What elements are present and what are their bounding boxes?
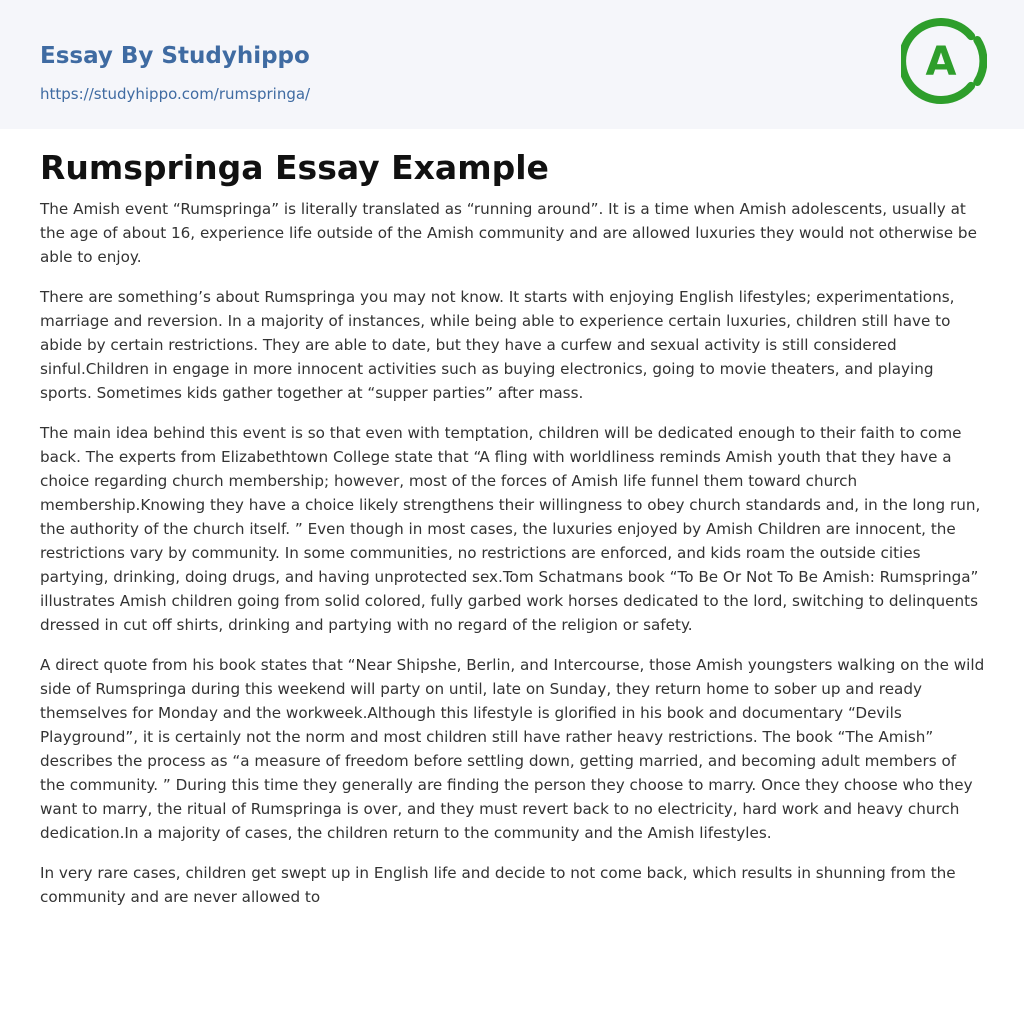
page-title: Rumspringa Essay Example — [40, 148, 549, 187]
site-header — [0, 0, 1024, 129]
article — [40, 144, 985, 925]
paragraph-5: In very rare cases, children get swept up in English life and decide to not come back, which results in shunning from the community and are never allowed to — [40, 864, 956, 906]
site-brand[interactable]: Essay By Studyhippo — [40, 43, 310, 69]
studyhippo-logo-icon[interactable] — [901, 18, 987, 104]
paragraph-1: The Amish event “Rumspringa” is literally translated as “running around”. It is a time when Amish adolescents, usually at the age of about 16, experience life outside of the Amish community and are allowed luxuries they would not otherwise be able to enjoy. — [40, 200, 977, 266]
paragraph-4: A direct quote from his book states that “Near Shipshe, Berlin, and Intercourse, those Amish youngsters walking on the wild side of Rumspringa during this weekend will party on until, late on Sunday, they return home to sober up and ready themselves for Monday and the workweek.Although this lifestyle is glorified in his book and documentary “Devils Playground”, it is certainly not the norm and most children still have rather heavy restrictions. The book “The Amish” describes the process as “a measure of freedom before settling down, getting married, and becoming adult members of the community. ” During this time they generally are finding the person they choose to marry. Once they choose who they want to marry, the ritual of Rumspringa is over, and they must revert back to no electricity, hard work and heavy church dedication.In a majority of cases, the children return to the community and the Amish lifestyles. — [40, 656, 985, 842]
paragraph-3: The main idea behind this event is so that even with temptation, children will be dedicated enough to their faith to come back. The experts from Elizabethtown College state that “A fling with worldliness reminds Amish youth that they have a choice regarding church membership; however, most of the forces of Amish life funnel them toward church membership.Knowing they have a choice likely strengthens their willingness to obey church standards and, in the long run, the authority of the church itself. ” Even though in most cases, the luxuries enjoyed by Amish Children are innocent, the restrictions vary by community. In some communities, no restrictions are enforced, and kids roam the outside cities partying, drinking, doing drugs, and having unprotected sex.Tom Schatmans book “To Be Or Not To Be Amish: Rumspringa” illustrates Amish children going from solid colored, fully garbed work horses dedicated to the lord, switching to delinquents dressed in cut off shirts, drinking and partying with no regard of the religion or safety. — [40, 424, 981, 634]
paragraph-2: There are something’s about Rumspringa you may not know. It starts with enjoying English lifestyles; experimentations, marriage and reversion. In a majority of instances, while being able to experience certain luxuries, children still have to abide by certain restrictions. They are able to date, but they have a curfew and sexual activity is still considered sinful.Children in engage in more innocent activities such as buying electronics, going to movie theaters, and playing sports. Sometimes kids gather together at “supper parties” after mass. — [40, 288, 955, 402]
logo-letter: A — [925, 39, 957, 85]
source-url-link[interactable]: https://studyhippo.com/rumspringa/ — [40, 85, 311, 103]
